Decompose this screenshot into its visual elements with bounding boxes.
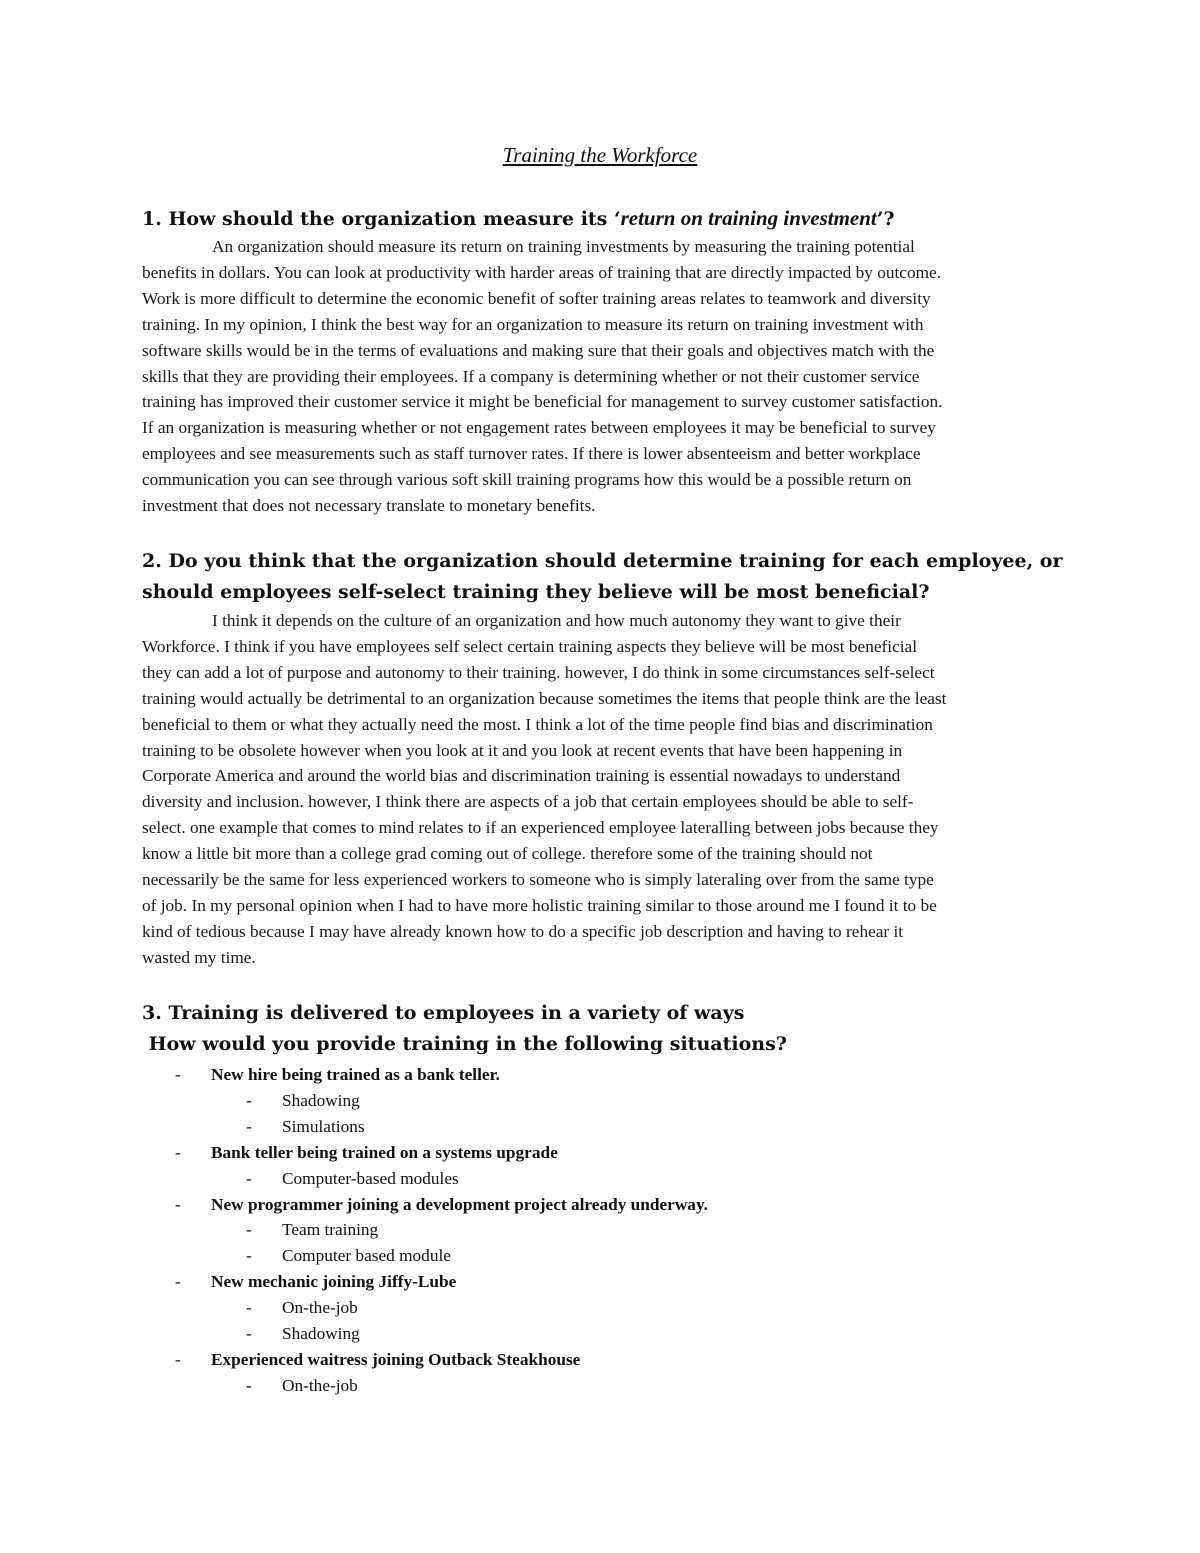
answer-2-line: know a little bit more than a college grad coming out of college. therefore some of the training should not bbox=[142, 844, 873, 864]
list-dash: - bbox=[175, 1065, 181, 1084]
list-subitem bbox=[142, 1295, 1042, 1321]
situation-label: New hire being trained as a bank teller. bbox=[211, 1065, 500, 1084]
list-item bbox=[142, 1347, 1042, 1373]
training-method: Shadowing bbox=[282, 1324, 360, 1344]
answer-1-line: investment that does not necessary translate to monetary benefits. bbox=[142, 496, 596, 516]
list-dash: - bbox=[246, 1116, 252, 1136]
answer-2-line: kind of tedious because I may have already known how to do a specific job description and having to rehear it bbox=[142, 921, 904, 941]
list-dash: - bbox=[246, 1168, 252, 1188]
list-dash: - bbox=[246, 1246, 252, 1266]
question-2-line: should employees self-select training they believe will be most beneficial? bbox=[142, 581, 930, 603]
list-subitem bbox=[142, 1088, 1042, 1114]
answer-1-line: training has improved their customer service it might be beneficial for management to survey customer satisfaction. bbox=[142, 392, 943, 412]
answer-1-line: If an organization is measuring whether or not engagement rates between employees it may be beneficial to survey bbox=[142, 418, 936, 438]
training-method: Computer-based modules bbox=[282, 1168, 459, 1188]
training-method: Shadowing bbox=[282, 1090, 360, 1110]
situation-label: Experienced waitress joining Outback Steakhouse bbox=[211, 1349, 581, 1369]
list-subitem bbox=[142, 1243, 1042, 1269]
list-dash: - bbox=[246, 1298, 252, 1318]
list-item bbox=[142, 1269, 1042, 1295]
list-dash: - bbox=[246, 1375, 252, 1395]
list-dash: - bbox=[246, 1220, 252, 1240]
list-subitem bbox=[142, 1217, 1042, 1243]
answer-2-line: Workforce. I think if you have employees self select certain training aspects they believe will be most beneficial bbox=[142, 636, 918, 656]
question-2 bbox=[142, 546, 1082, 608]
answer-1-line: benefits in dollars. You can look at productivity with harder areas of training that are directly impacted by outcome. bbox=[142, 262, 942, 282]
answer-1-line: An organization should measure its return on training investments by measuring the training potential bbox=[212, 237, 915, 256]
answer-1-line: training. In my opinion, I think the best way for an organization to measure its return on training investment with bbox=[142, 314, 924, 334]
question-3 bbox=[142, 998, 1082, 1060]
question-1-prefix: 1. How should the organization measure its ‘ bbox=[142, 208, 621, 230]
answer-2-line: they can add a lot of purpose and autonomy to their training. however, I do think in some circumstances self-select bbox=[142, 662, 935, 682]
situation-list bbox=[142, 1062, 1042, 1399]
answer-2 bbox=[142, 608, 1070, 971]
answer-1-line: software skills would be in the terms of evaluations and making sure that their goals and objectives match with the bbox=[142, 340, 935, 360]
answer-1-line: skills that they are providing their employees. If a company is determining whether or not their customer service bbox=[142, 366, 920, 386]
training-method: Simulations bbox=[282, 1116, 365, 1136]
list-subitem bbox=[142, 1321, 1042, 1347]
answer-2-line: training would actually be detrimental to an organization because sometimes the items that people think are the least bbox=[142, 688, 947, 708]
training-method: On-the-job bbox=[282, 1298, 358, 1318]
list-dash: - bbox=[175, 1194, 181, 1214]
answer-2-line: I think it depends on the culture of an organization and how much autonomy they want to give their bbox=[212, 611, 901, 630]
situation-label: Bank teller being trained on a systems upgrade bbox=[211, 1142, 558, 1162]
list-item bbox=[142, 1192, 1042, 1218]
question-2-line: 2. Do you think that the organization should determine training for each employee, or bbox=[142, 550, 1063, 572]
situation-label: New mechanic joining Jiffy-Lube bbox=[211, 1272, 457, 1292]
document-title: Training the Workforce bbox=[502, 143, 698, 167]
question-1-suffix: ’? bbox=[876, 208, 895, 230]
answer-2-line: training to be obsolete however when you look at it and you look at recent events that have been happening in bbox=[142, 740, 903, 760]
answer-2-line: necessarily be the same for less experienced workers to someone who is simply lateraling over from the same type bbox=[142, 870, 934, 890]
list-item bbox=[142, 1140, 1042, 1166]
answer-2-line: Corporate America and around the world bias and discrimination training is essential nowadays to understand bbox=[142, 766, 901, 786]
question-1-emphasis: return on training investment bbox=[620, 206, 877, 230]
question-3-line: 3. Training is delivered to employees in a variety of ways bbox=[142, 1002, 745, 1024]
list-dash: - bbox=[175, 1142, 181, 1162]
list-item bbox=[142, 1062, 1042, 1088]
list-dash: - bbox=[175, 1272, 181, 1292]
list-subitem bbox=[142, 1373, 1042, 1399]
answer-2-line: of job. In my personal opinion when I had to have more holistic training similar to those around me I found it to be bbox=[142, 895, 937, 915]
answer-1 bbox=[142, 234, 1070, 519]
answer-2-line: beneficial to them or what they actually need the most. I think a lot of the time people find bias and discrimination bbox=[142, 714, 933, 734]
list-dash: - bbox=[175, 1349, 181, 1369]
list-subitem bbox=[142, 1114, 1042, 1140]
list-subitem bbox=[142, 1166, 1042, 1192]
answer-1-line: Work is more difficult to determine the economic benefit of softer training areas relates to teamwork and diversity bbox=[142, 288, 931, 308]
answer-1-line: communication you can see through various soft skill training programs how this would be a possible return on bbox=[142, 470, 912, 490]
question-1 bbox=[142, 203, 1082, 235]
question-3-line: How would you provide training in the following situations? bbox=[142, 1033, 787, 1055]
situation-label: New programmer joining a development project already underway. bbox=[211, 1194, 708, 1214]
answer-1-line: employees and see measurements such as staff turnover rates. If there is lower absenteeism and better workplace bbox=[142, 444, 921, 464]
list-dash: - bbox=[246, 1324, 252, 1344]
list-dash: - bbox=[246, 1090, 252, 1110]
training-method: On-the-job bbox=[282, 1375, 358, 1395]
answer-2-line: select. one example that comes to mind relates to if an experienced employee lateralling between jobs because they bbox=[142, 818, 939, 838]
training-method: Computer based module bbox=[282, 1246, 451, 1266]
answer-2-line: diversity and inclusion. however, I think there are aspects of a job that certain employees should be able to self- bbox=[142, 792, 914, 812]
answer-2-line: wasted my time. bbox=[142, 947, 256, 967]
training-method: Team training bbox=[282, 1220, 379, 1240]
